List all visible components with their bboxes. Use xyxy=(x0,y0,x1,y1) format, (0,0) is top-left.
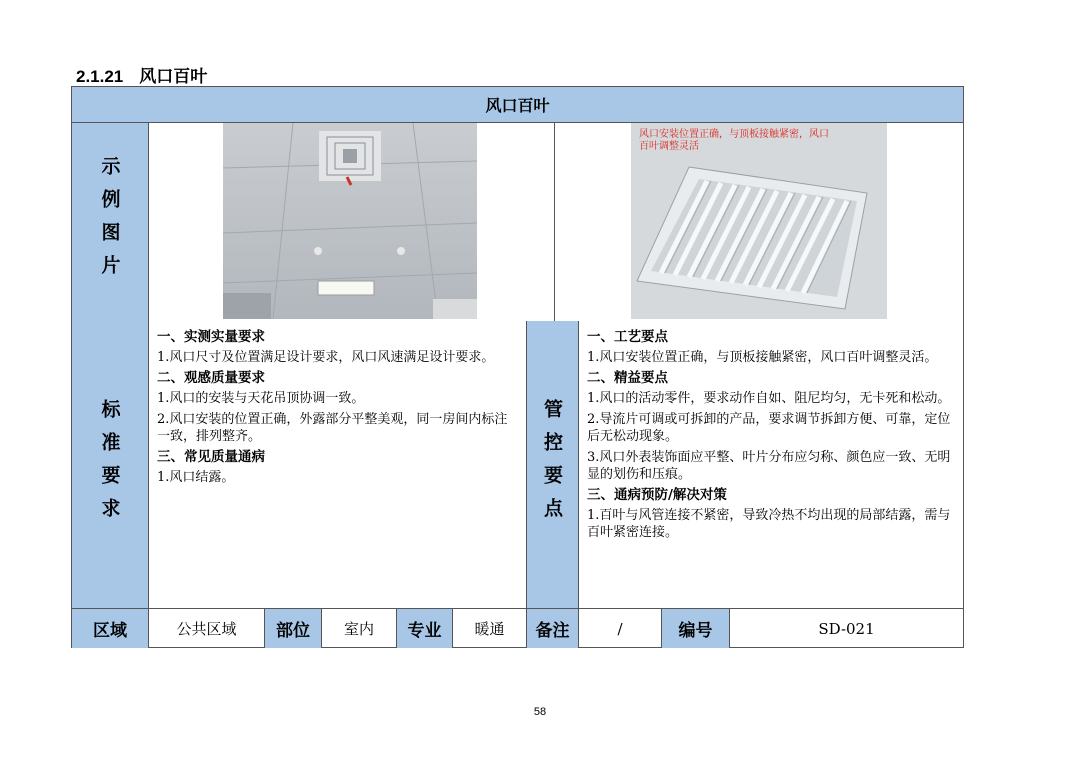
quality-standard-table xyxy=(71,86,964,648)
appearance-item: 2.风口安装的位置正确，外露部分平整美观，同一房间内标注一致，排列整齐。 xyxy=(157,412,508,444)
major-label: 专业 xyxy=(396,608,453,648)
area-label: 区域 xyxy=(72,608,149,648)
photo-caption: 风口安装位置正确，与顶板接触紧密，风口百叶调整灵活 xyxy=(639,129,829,152)
section-heading xyxy=(76,62,207,87)
code-label: 编号 xyxy=(661,608,730,648)
example-images-label: 示例图片 xyxy=(72,123,149,321)
process-item: 1.风口安装位置正确，与顶板接触紧密，风口百叶调整灵活。 xyxy=(587,350,938,365)
part-value: 室内 xyxy=(322,608,396,648)
major-value: 暖通 xyxy=(453,608,526,648)
defect-item: 1.风口结露。 xyxy=(157,470,235,485)
section-number: 2.1.21 xyxy=(76,67,124,86)
lean-points-title: 二、精益要点 xyxy=(587,370,668,386)
example-images-area xyxy=(149,123,963,321)
standard-requirements-content xyxy=(149,321,526,608)
code-value: SD-021 xyxy=(730,608,963,648)
ceiling-vent-photo xyxy=(223,123,477,319)
common-defects-title: 三、常见质量通病 xyxy=(157,449,265,465)
section-title: 风口百叶 xyxy=(139,67,208,87)
measurement-requirements-title: 一、实测实量要求 xyxy=(157,329,265,345)
prevention-item: 1.百叶与风管连接不紧密，导致冷热不均出现的局部结露，需与百叶紧密连接。 xyxy=(587,508,951,540)
appearance-requirements-title: 二、观感质量要求 xyxy=(157,370,265,386)
part-label: 部位 xyxy=(264,608,322,648)
measurement-item: 1.风口尺寸及位置满足设计要求，风口风速满足设计要求。 xyxy=(157,350,495,365)
lean-item: 3.风口外表装饰面应平整、叶片分布应匀称、颜色应一致、无明显的划伤和压痕。 xyxy=(587,450,951,482)
control-points-label: 管控要点 xyxy=(526,321,579,608)
remark-label: 备注 xyxy=(526,608,579,648)
table-title: 风口百叶 xyxy=(72,87,963,123)
standard-requirements-label: 标准要求 xyxy=(72,321,149,608)
lean-item: 1.风口的活动零件，要求动作自如、阻尼均匀，无卡死和松动。 xyxy=(587,391,951,406)
control-points-content xyxy=(579,321,963,608)
louver-vent-photo xyxy=(631,123,887,319)
lean-item: 2.导流片可调或可拆卸的产品，要求调节拆卸方便、可靠，定位后无松动现象。 xyxy=(587,412,951,444)
process-points-title: 一、工艺要点 xyxy=(587,329,668,345)
page-number: 58 xyxy=(533,706,547,718)
appearance-item: 1.风口的安装与天花吊顶协调一致。 xyxy=(157,391,365,406)
area-value: 公共区域 xyxy=(149,608,264,648)
remark-value: / xyxy=(579,608,661,648)
defect-prevention-title: 三、通病预防/解决对策 xyxy=(587,487,727,503)
